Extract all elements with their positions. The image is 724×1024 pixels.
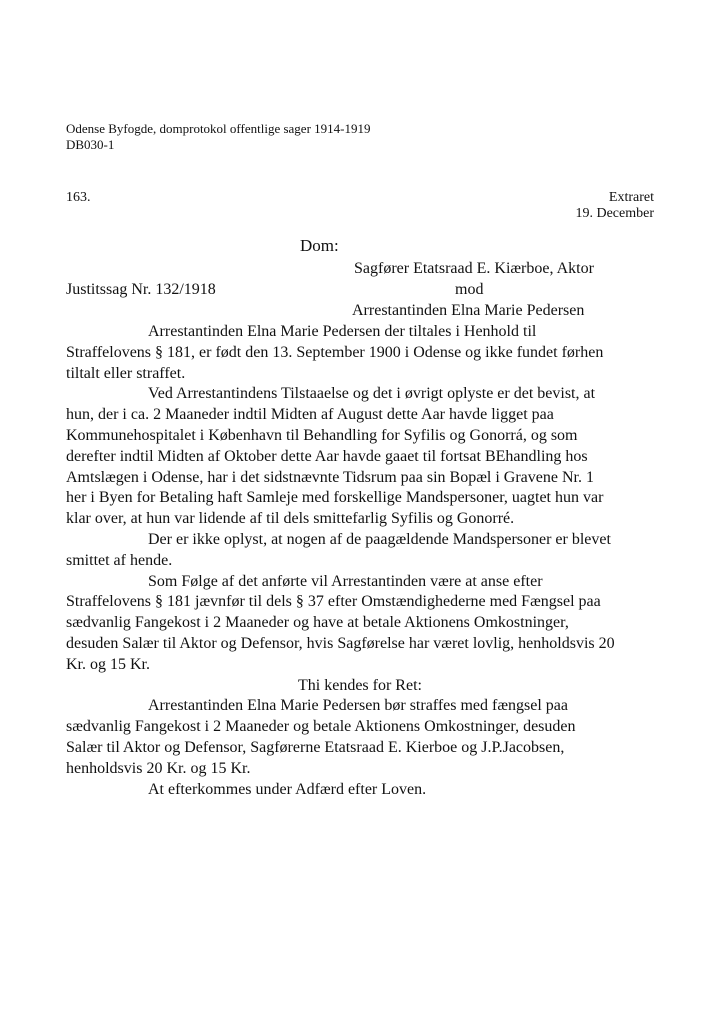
verdict-title: Dom:: [300, 236, 339, 255]
text-line: Kr. og 15 Kr.: [66, 655, 150, 673]
text-line: Arrestantinden Elna Marie Pedersen bør straffes med fængsel paa: [148, 697, 569, 715]
session-date: 19. December: [575, 206, 654, 221]
text-line: klar over, at hun var lidende af til dels smittefarlig Syfilis og Gonorré.: [66, 510, 515, 528]
text-line: Straffelovens § 181, er født den 13. September 1900 i Odense og ikke fundet førhen: [66, 343, 604, 361]
court-type: Extraret: [608, 190, 654, 205]
judgment-heading: Thi kendes for Ret:: [298, 676, 422, 694]
text-line: derefter indtil Midten af Oktober dette Aar havde gaaet til fortsat BEhandling hos: [66, 447, 588, 465]
text-line: sædvanlig Fangekost i 2 Maaneder og have at betale Aktionens Omkostninger,: [66, 614, 569, 632]
text-line: her i Byen for Betaling haft Samleje med forskellige Mandspersoner, uagtet hun var: [66, 489, 604, 507]
text-line: Straffelovens § 181 jævnfør til dels § 37 efter Omstændighederne med Fængsel paa: [66, 593, 601, 611]
text-line: At efterkommes under Adfærd efter Loven.: [148, 780, 427, 798]
text-line: Der er ikke oplyst, at nogen af de paagældende Mandspersoner er blevet: [148, 530, 611, 548]
text-line: henholdsvis 20 Kr. og 15 Kr.: [66, 759, 251, 777]
text-line: Amtslægen i Odense, har i det sidstnævnte Tidsrum paa sin Bopæl i Gravene Nr. 1: [66, 468, 594, 486]
text-line: Ved Arrestantindens Tilstaaelse og det i øvrigt oplyste er det bevist, at: [148, 385, 596, 403]
text-line: smittet af hende.: [66, 551, 173, 569]
versus-label: mod: [455, 281, 484, 298]
text-line: Kommunehospitalet i København til Behandling for Syfilis og Gonorrá, og som: [66, 426, 578, 444]
text-line: tiltalt eller straffet.: [66, 364, 186, 382]
verdict-body: [66, 322, 666, 800]
text-line: sædvanlig Fangekost i 2 Maaneder og betale Aktionens Omkostninger, desuden: [66, 718, 576, 736]
text-line: Som Følge af det anførte vil Arrestantinden være at anse efter: [148, 572, 543, 590]
text-line: hun, der i ca. 2 Maaneder indtil Midten af August dette Aar havde ligget paa: [66, 406, 554, 424]
text-line: Arrestantinden Elna Marie Pedersen der tiltales i Henhold til: [148, 323, 537, 340]
archive-header: [66, 121, 370, 153]
court-session-info: [575, 190, 654, 222]
text-line: Salær til Aktor og Defensor, Sagførerne Etatsraad E. Kierboe og J.P.Jacobsen,: [66, 738, 565, 756]
text-line: desuden Salær til Aktor og Defensor, hvis Sagførelse har været lovlig, henholdsvis 20: [66, 634, 615, 652]
prosecutor: Sagfører Etatsraad E. Kiærboe, Aktor: [354, 260, 594, 277]
defendant: Arrestantinden Elna Marie Pedersen: [352, 302, 585, 319]
case-reference: Justitssag Nr. 132/1918: [66, 281, 216, 298]
archive-title: Odense Byfogde, domprotokol offentlige sager 1914-1919: [66, 121, 371, 136]
case-number: 163.: [66, 190, 91, 205]
archive-id: DB030-1: [66, 137, 115, 152]
